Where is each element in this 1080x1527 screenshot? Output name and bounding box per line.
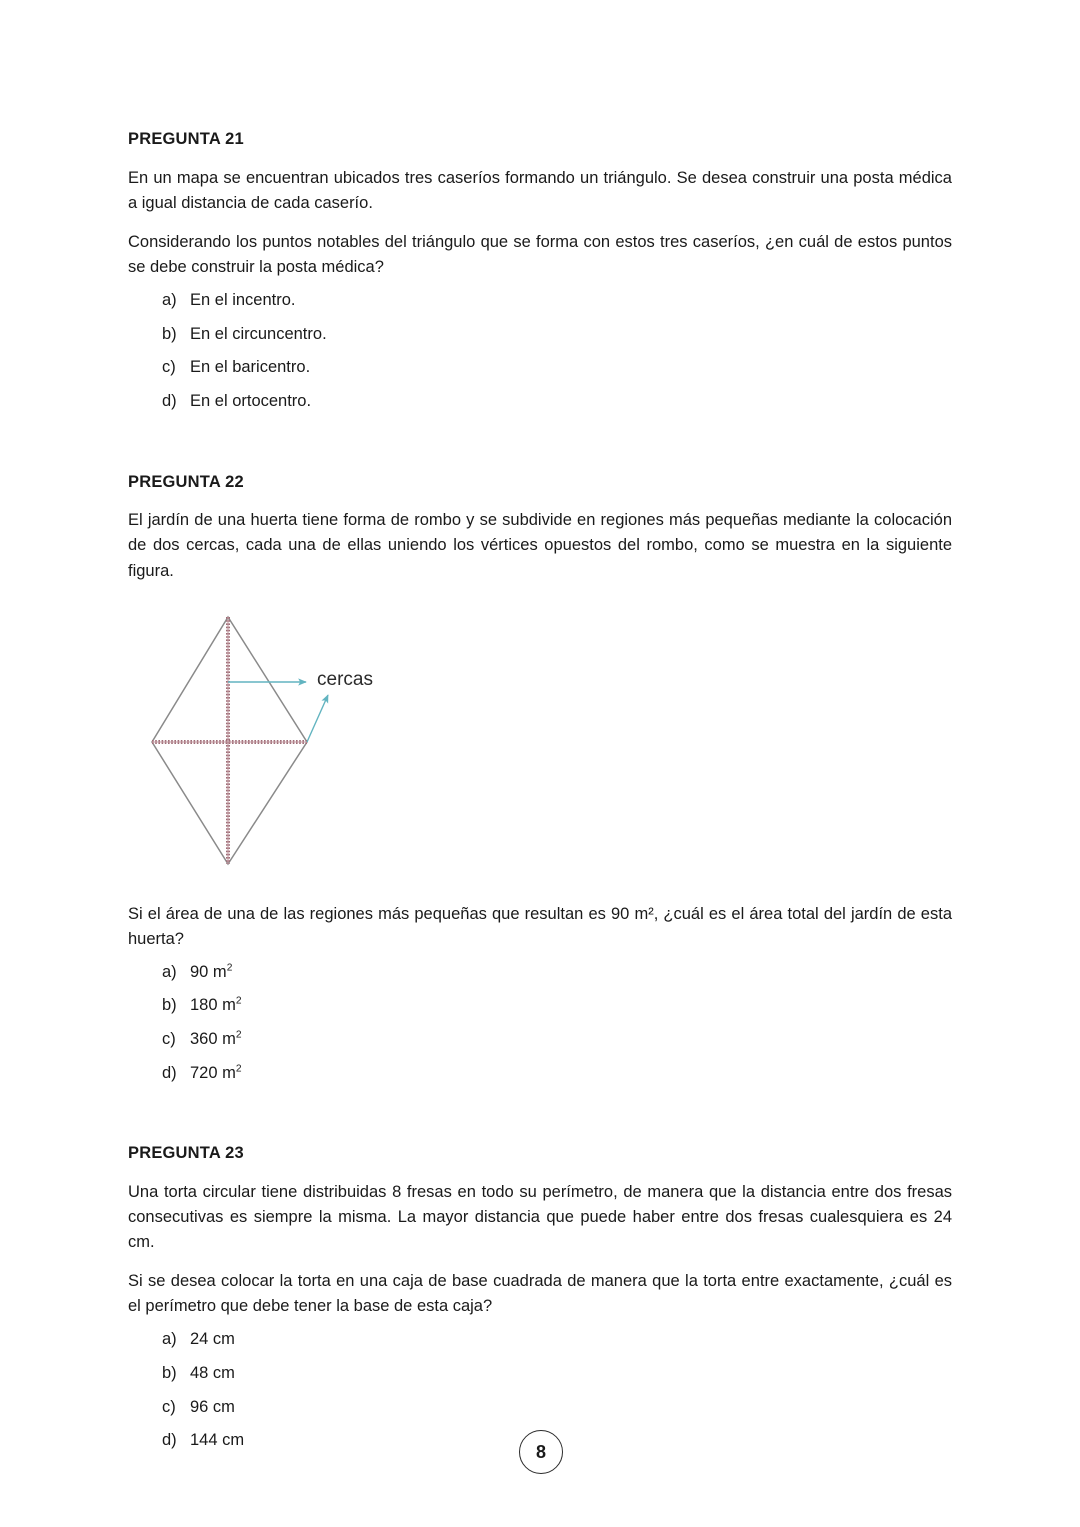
option-letter: d) xyxy=(162,1063,177,1082)
question-22 xyxy=(128,473,952,1084)
question-23-paragraph-1: Una torta circular tiene distribuidas 8 fresas en todo su perímetro, de manera que la distancia entre dos fresas consecutivas es siempre la misma. La mayor distancia que puede haber entre dos fresas cualesquiera es 24 cm. xyxy=(128,1183,952,1252)
rhombus-figure xyxy=(128,612,952,880)
option-label: 24 cm xyxy=(190,1330,235,1349)
option-label xyxy=(190,995,952,1016)
question-22-paragraph-1: El jardín de una huerta tiene forma de rombo y se subdivide en regiones más pequeñas mediante la colocación de dos cercas, cada una de ellas uniendo los vértices opuestos del rombo, como se muestra en la siguiente figura. xyxy=(128,511,952,580)
option-value: 180 m xyxy=(190,996,236,1015)
question-21-paragraph-2: Considerando los puntos notables del triángulo que se forma con estos tres caseríos, ¿en cuál de estos puntos se debe construir la posta médica? xyxy=(128,232,952,277)
option-exponent: 2 xyxy=(235,995,242,1007)
question-21-paragraph-1: En un mapa se encuentran ubicados tres caseríos formando un triángulo. Se desea construir una posta médica a igual distancia de cada caserío. xyxy=(128,168,952,212)
option-23-a[interactable] xyxy=(128,1329,952,1350)
page-content xyxy=(128,130,952,1464)
option-23-c[interactable] xyxy=(128,1397,952,1418)
question-23-paragraph-2: Si se desea colocar la torta en una caja de base cuadrada de manera que la torta entre exactamente, ¿cuál es el perímetro que debe tener la base de esta caja? xyxy=(128,1272,952,1316)
option-exponent: 2 xyxy=(226,962,233,974)
question-22-paragraph-2-text: Si el área de una de las regiones más pequeñas que resultan es 90 m², ¿cuál es el área total del jardín de esta huerta? xyxy=(128,904,952,948)
option-letter: d) xyxy=(162,1431,177,1450)
question-22-paragraph-2 xyxy=(128,902,952,952)
option-23-b[interactable] xyxy=(128,1363,952,1384)
question-22-options xyxy=(128,962,952,1084)
option-letter: c) xyxy=(162,1397,176,1416)
option-letter: d) xyxy=(162,391,177,410)
page-number-badge xyxy=(519,1430,563,1474)
option-label: En el circuncentro. xyxy=(190,324,327,343)
option-21-d[interactable] xyxy=(128,391,952,412)
section-spacer xyxy=(128,1096,952,1144)
figure-spacer-top xyxy=(128,598,952,612)
option-22-a[interactable] xyxy=(128,962,952,983)
option-value: 360 m xyxy=(190,1030,236,1049)
option-letter: a) xyxy=(162,962,177,981)
option-22-b[interactable] xyxy=(128,995,952,1016)
option-label xyxy=(190,1063,952,1084)
figure-spacer-bottom xyxy=(128,880,952,902)
question-23 xyxy=(128,1144,952,1451)
option-21-b[interactable] xyxy=(128,324,952,345)
option-value: 90 m xyxy=(190,962,227,981)
option-letter: a) xyxy=(162,291,177,310)
cercas-label: cercas xyxy=(317,668,373,690)
option-letter: b) xyxy=(162,996,177,1015)
question-21 xyxy=(128,130,952,412)
option-letter: c) xyxy=(162,358,176,377)
option-21-c[interactable] xyxy=(128,357,952,378)
option-label xyxy=(190,1029,952,1050)
question-21-options xyxy=(128,290,952,412)
option-21-a[interactable] xyxy=(128,290,952,311)
section-spacer xyxy=(128,425,952,473)
fence-arrow-diagonal xyxy=(307,695,328,742)
option-22-d[interactable] xyxy=(128,1063,952,1084)
option-label: 48 cm xyxy=(190,1364,235,1383)
option-letter: b) xyxy=(162,1364,177,1383)
question-21-title: PREGUNTA 21 xyxy=(128,130,244,148)
option-letter: b) xyxy=(162,324,177,343)
question-23-title: PREGUNTA 23 xyxy=(128,1144,244,1163)
option-label: 96 cm xyxy=(190,1397,235,1416)
option-label: En el incentro. xyxy=(190,291,296,310)
option-letter: a) xyxy=(162,1330,177,1349)
option-label: En el ortocentro. xyxy=(190,391,312,410)
option-label: En el baricentro. xyxy=(190,358,311,377)
option-exponent: 2 xyxy=(235,1063,242,1075)
option-label: 144 cm xyxy=(190,1431,245,1450)
option-value: 720 m xyxy=(190,1063,236,1082)
question-22-title: PREGUNTA 22 xyxy=(128,472,244,491)
option-exponent: 2 xyxy=(235,1029,242,1041)
option-letter: c) xyxy=(162,1030,176,1049)
option-22-c[interactable] xyxy=(128,1029,952,1050)
page-number-value: 8 xyxy=(535,1441,546,1462)
rhombus-diagram-svg xyxy=(128,612,952,880)
option-label xyxy=(190,962,952,983)
